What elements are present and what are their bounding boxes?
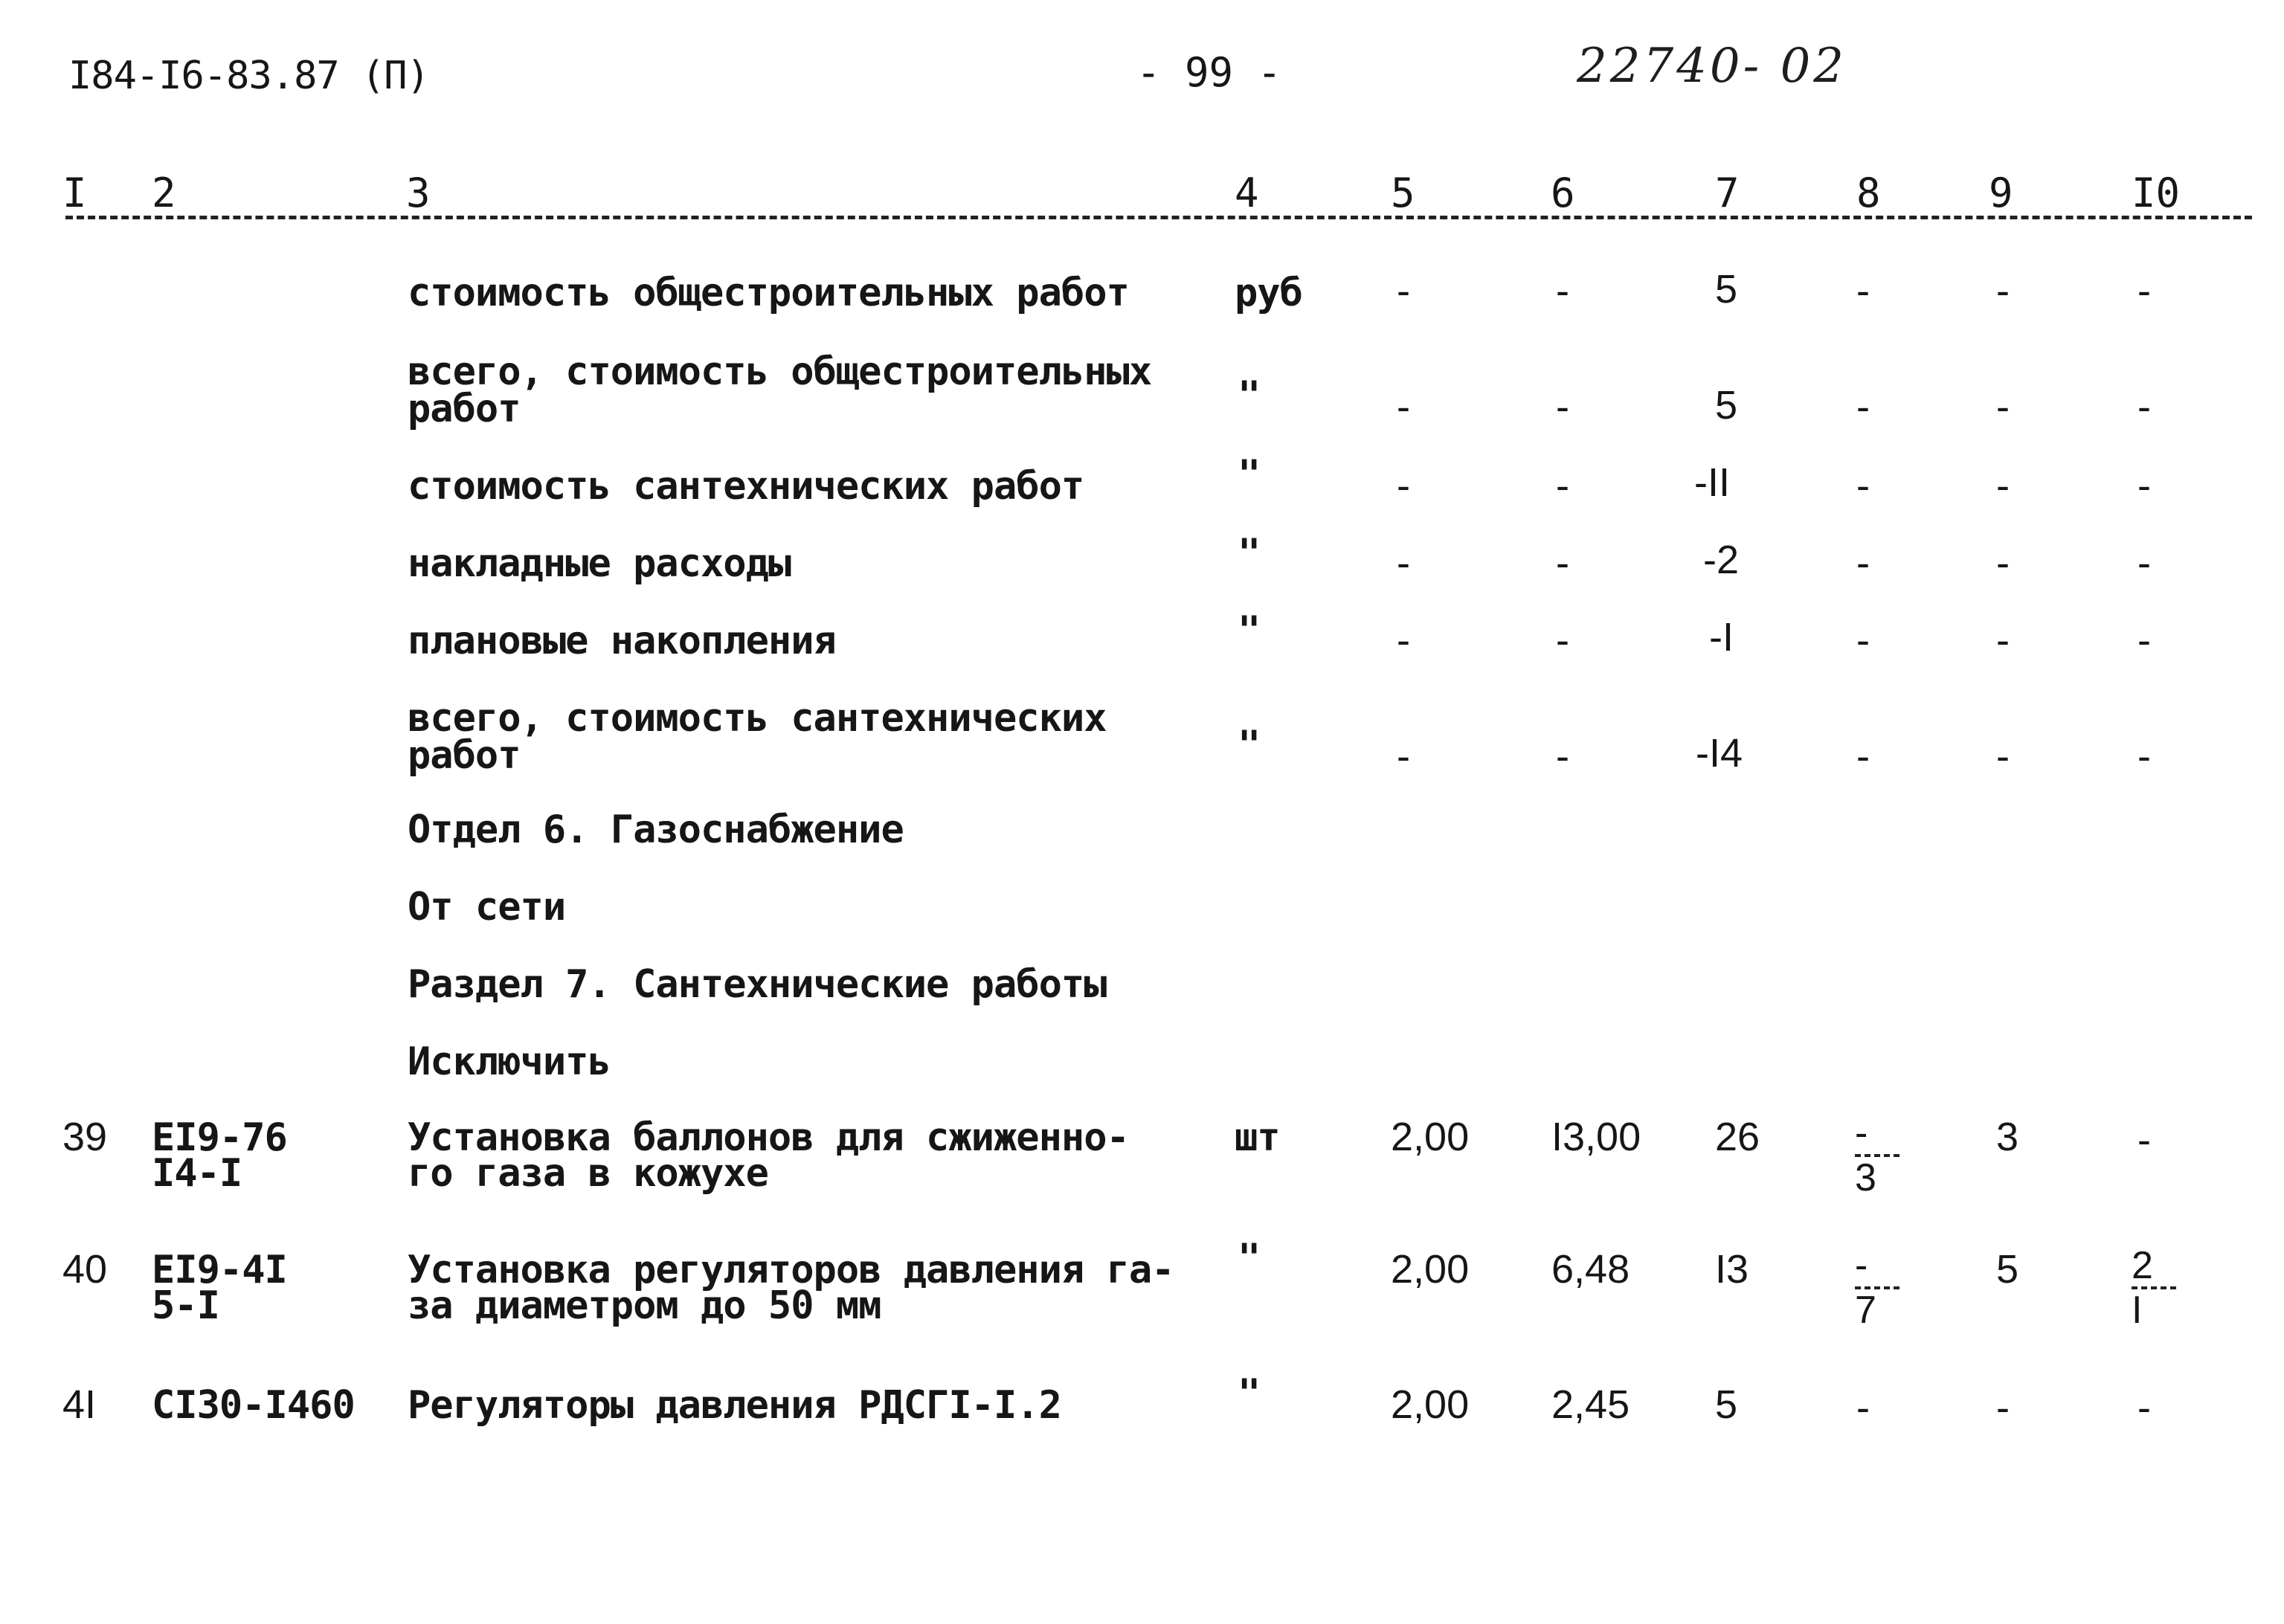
column-header-5: 5 — [1391, 170, 1415, 216]
row-39-col9: 3 — [1996, 1115, 2019, 1159]
row-0-col9: - — [1996, 268, 2010, 313]
row-2-col10: - — [2137, 463, 2151, 508]
row-4-description: плановые накопления — [408, 619, 836, 663]
row-0-col6: - — [1556, 268, 1569, 313]
row-39-col8-denominator: 3 — [1855, 1156, 1876, 1199]
row-2-col5: - — [1397, 463, 1410, 508]
column-header-8: 8 — [1856, 170, 1881, 216]
column-header-3: 3 — [406, 170, 431, 216]
row-40-col10-fraction — [2132, 1245, 2176, 1331]
row-0-col7: 5 — [1715, 267, 1738, 312]
row-1-col7: 5 — [1715, 383, 1738, 428]
row-2-description: стоимость сантехнических работ — [408, 464, 1084, 509]
row-39-col8-fraction — [1855, 1112, 1899, 1199]
row-40-number: 40 — [62, 1247, 108, 1292]
row-41-number: 4I — [62, 1382, 97, 1427]
row-5-col7: -I4 — [1696, 731, 1743, 776]
page-number: - 99 - — [1136, 49, 1282, 96]
row-5-col6: - — [1556, 734, 1569, 779]
row-39-number: 39 — [62, 1115, 108, 1159]
row-2-col8: - — [1856, 463, 1870, 508]
row-5-col8: - — [1856, 734, 1870, 779]
row-41-description: Регуляторы давления РДСГI-I.2 — [408, 1383, 1061, 1428]
section-heading-exclude: Исключить — [408, 1040, 611, 1084]
row-40-col7: I3 — [1715, 1247, 1749, 1292]
row-41-code: CI30-I460 — [152, 1383, 355, 1428]
row-1-col6: - — [1556, 384, 1569, 429]
row-40-col8-denominator: 7 — [1855, 1289, 1876, 1332]
section-heading-section-7: Раздел 7. Сантехнические работы — [408, 962, 1107, 1007]
row-41-col9: - — [1996, 1385, 2010, 1430]
row-41-unit: " — [1238, 1371, 1261, 1416]
row-39-description-line1: Установка баллонов для сжиженно- — [408, 1115, 1129, 1160]
row-4-unit: " — [1238, 608, 1261, 653]
row-5-col9: - — [1996, 734, 2010, 779]
row-5-col5: - — [1397, 734, 1410, 779]
row-3-col10: - — [2137, 541, 2151, 585]
row-40-code-line2: 5-I — [152, 1283, 219, 1328]
column-header-7: 7 — [1715, 170, 1740, 216]
section-heading-department-6: Отдел 6. Газоснабжение — [408, 808, 904, 852]
row-4-col8: - — [1856, 618, 1870, 663]
row-5-unit: " — [1238, 723, 1261, 767]
row-2-col9: - — [1996, 463, 2010, 508]
row-40-col9: 5 — [1996, 1247, 2019, 1292]
row-41-col8: - — [1856, 1385, 1870, 1430]
row-1-col5: - — [1397, 384, 1410, 429]
row-40-col5: 2,00 — [1391, 1247, 1470, 1292]
row-40-col10-numerator: 2 — [2132, 1245, 2176, 1289]
section-heading-from-network: От сети — [408, 885, 566, 929]
row-1-description-line2: работ — [408, 387, 521, 431]
row-40-description-line1: Установка регуляторов давления га- — [408, 1248, 1174, 1292]
row-0-col10: - — [2137, 268, 2151, 313]
row-5-description-line1: всего, стоимость сантехнических — [408, 696, 1107, 741]
row-39-col10: - — [2137, 1118, 2151, 1162]
row-41-col7: 5 — [1715, 1382, 1738, 1427]
row-3-col7: -2 — [1703, 538, 1740, 582]
document-code: I84-I6-83.87 (П) — [68, 54, 429, 98]
row-4-col7: -I — [1709, 615, 1734, 660]
row-4-col6: - — [1556, 618, 1569, 663]
row-1-description-line1: всего, стоимость общестроительных — [408, 349, 1152, 394]
row-2-col6: - — [1556, 463, 1569, 508]
row-39-unit: шт — [1235, 1115, 1280, 1160]
row-41-col10: - — [2137, 1385, 2151, 1430]
row-40-code-line1: EI9-4I — [152, 1248, 287, 1292]
column-header-10: I0 — [2132, 170, 2181, 216]
row-39-col6: I3,00 — [1551, 1115, 1641, 1159]
row-39-description-line2: го газа в кожухе — [408, 1151, 768, 1196]
row-0-col5: - — [1397, 268, 1410, 313]
row-3-col6: - — [1556, 541, 1569, 585]
row-1-unit: " — [1238, 373, 1261, 418]
row-40-col10-denominator: I — [2132, 1289, 2143, 1332]
row-3-col9: - — [1996, 541, 2010, 585]
column-header-6: 6 — [1551, 170, 1575, 216]
row-39-code-line2: I4-I — [152, 1151, 242, 1196]
row-39-col7: 26 — [1715, 1115, 1760, 1159]
row-41-col5: 2,00 — [1391, 1382, 1470, 1427]
row-0-unit: руб — [1235, 271, 1302, 315]
row-3-unit: " — [1238, 531, 1261, 576]
row-3-col8: - — [1856, 541, 1870, 585]
row-40-col8-fraction — [1855, 1245, 1899, 1331]
row-4-col5: - — [1397, 618, 1410, 663]
row-5-description-line2: работ — [408, 733, 521, 778]
row-39-col5: 2,00 — [1391, 1115, 1470, 1159]
row-39-code-line1: EI9-76 — [152, 1115, 287, 1160]
row-0-col8: - — [1856, 268, 1870, 313]
row-0-description: стоимость общестроительных работ — [408, 271, 1129, 315]
handwritten-stamp: 22740- 02 — [1577, 39, 1847, 94]
row-40-col6: 6,48 — [1551, 1247, 1630, 1292]
column-header-2: 2 — [152, 170, 176, 216]
row-5-col10: - — [2137, 734, 2151, 779]
row-2-col7: -II — [1694, 460, 1730, 505]
row-40-description-line2: за диаметром до 50 мм — [408, 1283, 881, 1328]
row-4-col9: - — [1996, 618, 2010, 663]
row-40-col8-numerator: - — [1855, 1245, 1899, 1289]
row-1-col8: - — [1856, 384, 1870, 429]
row-3-col5: - — [1397, 541, 1410, 585]
row-1-col10: - — [2137, 384, 2151, 429]
column-header-9: 9 — [1989, 170, 2013, 216]
row-41-col6: 2,45 — [1551, 1382, 1630, 1427]
row-2-unit: " — [1238, 452, 1261, 497]
row-39-col8-numerator: - — [1855, 1112, 1899, 1157]
row-3-description: накладные расходы — [408, 541, 791, 586]
header-rule — [65, 216, 2252, 219]
row-1-col9: - — [1996, 384, 2010, 429]
row-40-unit: " — [1238, 1236, 1261, 1280]
column-header-4: 4 — [1235, 170, 1259, 216]
column-header-1: I — [62, 170, 87, 216]
row-4-col10: - — [2137, 618, 2151, 663]
